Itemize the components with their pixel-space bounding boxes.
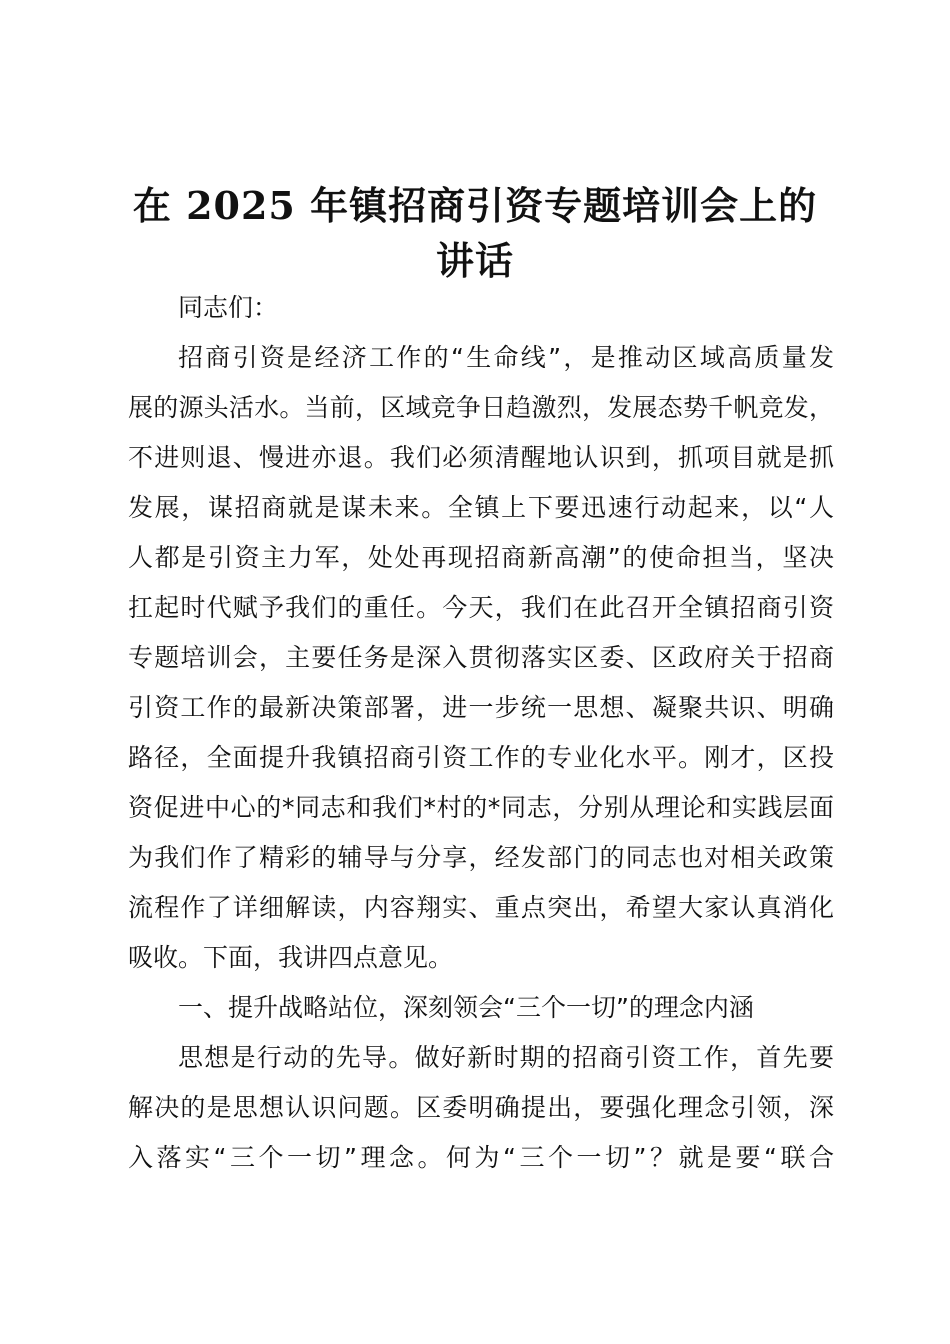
paragraph-line: 吸收。下面，我讲四点意见。 — [128, 943, 454, 972]
paragraph-line: 专题培训会，主要任务是深入贯彻落实区委、区政府关于招商 — [128, 643, 834, 672]
title-line-2: 讲话 — [435, 238, 514, 283]
paragraph-line: 思想是行动的先导。做好新时期的招商引资工作，首先要 — [178, 1043, 834, 1072]
paragraph-line: 路径，全面提升我镇招商引资工作的专业化水平。刚才，区投 — [128, 743, 834, 772]
paragraph-1 — [128, 333, 834, 983]
paragraph-2 — [128, 1033, 834, 1183]
paragraph-line: 入落实“三个一切”理念。何为“三个一切”？就是要“联合 — [128, 1143, 834, 1172]
paragraph-line: 引资工作的最新决策部署，进一步统一思想、凝聚共识、明确 — [128, 693, 834, 722]
paragraph-line: 扛起时代赋予我们的重任。今天，我们在此召开全镇招商引资 — [128, 593, 834, 622]
paragraph-line: 解决的是思想认识问题。区委明确提出，要强化理念引领，深 — [128, 1093, 834, 1122]
document-body — [128, 283, 834, 1183]
document-title — [110, 178, 840, 288]
salutation: 同志们： — [178, 293, 279, 322]
section-heading-1: 一、提升战略站位，深刻领会“三个一切”的理念内涵 — [178, 993, 754, 1022]
paragraph-line: 资促进中心的*同志和我们*村的*同志，分别从理论和实践层面 — [128, 793, 834, 822]
paragraph-line: 不进则退、慢进亦退。我们必须清醒地认识到，抓项目就是抓 — [128, 443, 834, 472]
paragraph-line: 招商引资是经济工作的“生命线”，是推动区域高质量发 — [178, 343, 834, 372]
paragraph-line: 人都是引资主力军，处处再现招商新高潮”的使命担当，坚决 — [128, 543, 834, 572]
paragraph-line: 流程作了详细解读，内容翔实、重点突出，希望大家认真消化 — [128, 893, 834, 922]
title-line-1: 在 2025 年镇招商引资专题培训会上的 — [132, 183, 818, 228]
paragraph-line: 展的源头活水。当前，区域竞争日趋激烈，发展态势千帆竞发， — [128, 393, 834, 422]
paragraph-line: 为我们作了精彩的辅导与分享，经发部门的同志也对相关政策 — [128, 843, 834, 872]
paragraph-line: 发展，谋招商就是谋未来。全镇上下要迅速行动起来，以“人 — [128, 493, 834, 522]
